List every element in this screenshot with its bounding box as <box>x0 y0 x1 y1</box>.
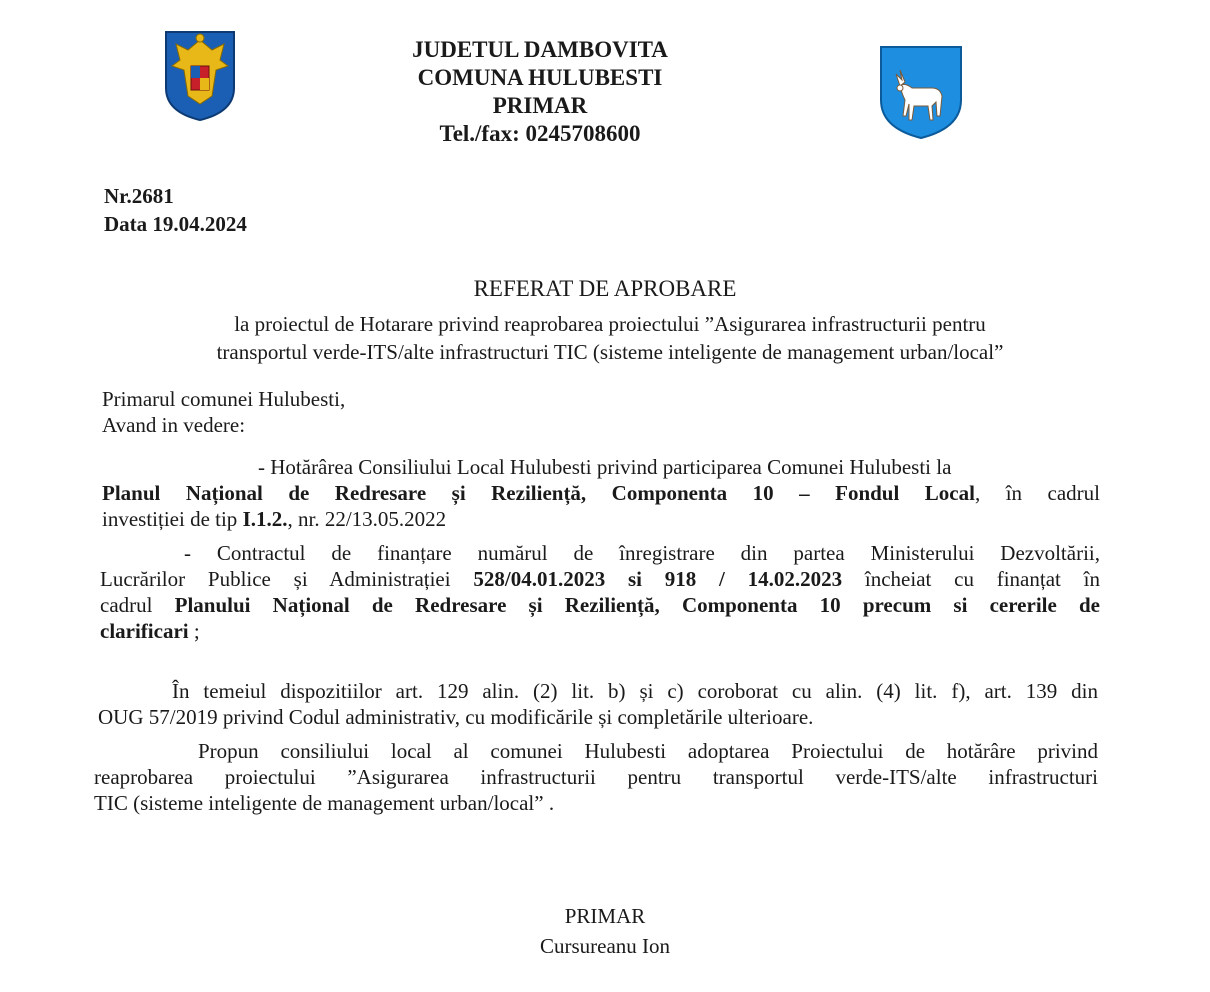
legal-basis-line1: În temeiul dispozitiilor art. 129 alin. (2) lit. b) și c) coroborat cu alin. (4) lit. f), art. 139 din <box>172 679 1098 703</box>
bold-text: Planului Național de Redresare și Reziliență, Componenta 10 precum si cererile de <box>174 593 1100 617</box>
subtitle-line: la proiectul de Hotarare privind reaprobarea proiectului ”Asigurarea infrastructurii pentru <box>234 312 986 336</box>
item2-line4 <box>100 618 200 644</box>
bold-text: I.1.2. <box>242 507 288 531</box>
office-name: PRIMAR <box>492 93 588 118</box>
text: ; <box>188 619 200 643</box>
text: investiției de tip <box>102 507 243 531</box>
legal-basis-line2: OUG 57/2019 privind Codul administrativ, cu modificările și completările ulterioare. <box>98 705 814 729</box>
text: , în cadrul <box>974 481 1100 505</box>
text: Lucrărilor Publice și Administrației <box>100 567 474 591</box>
signature-role: PRIMAR <box>564 904 646 928</box>
letterhead <box>330 36 750 148</box>
subtitle-line: transportul verde-ITS/alte infrastructuri TIC (sisteme inteligente de management urban/local” <box>216 340 1004 364</box>
registration-number: Nr.2681 <box>104 184 174 208</box>
document-title: REFERAT DE APROBARE <box>473 276 737 301</box>
romania-coat-of-arms-icon <box>162 26 238 122</box>
item1-line2 <box>102 480 1100 506</box>
item2-line3 <box>100 592 1100 618</box>
item1-line1: - Hotărârea Consiliului Local Hulubesti privind participarea Comunei Hulubesti la <box>258 455 952 479</box>
hulubesti-coat-of-arms-icon <box>878 44 964 140</box>
text: cadrul <box>100 593 175 617</box>
county-name: JUDETUL DAMBOVITA <box>412 37 668 62</box>
intro-line: Avand in vedere: <box>102 413 246 437</box>
proposal-line2: reaprobarea proiectului ”Asigurarea infrastructurii pentru transportul verde-ITS/alte infrastructuri <box>94 765 1098 789</box>
commune-name: COMUNA HULUBESTI <box>417 65 663 90</box>
proposal-line3: TIC (sisteme inteligente de management urban/local” . <box>94 791 555 815</box>
item2-line2 <box>100 566 1100 592</box>
bold-text: 528/04.01.2023 si 918 / 14.02.2023 <box>473 567 843 591</box>
intro-line: Primarul comunei Hulubesti, <box>102 387 346 411</box>
text: , nr. 22/13.05.2022 <box>287 507 447 531</box>
item1-line3 <box>102 506 446 532</box>
item2-line1: - Contractul de finanțare numărul de înregistrare din partea Ministerului Dezvoltării, <box>184 541 1100 565</box>
document-subtitle <box>130 310 1090 366</box>
phone-fax: Tel./fax: 0245708600 <box>439 121 641 146</box>
bold-text: Planul Național de Redresare și Reziliență, Componenta 10 – Fondul Local <box>102 481 975 505</box>
proposal-line1: Propun consiliului local al comunei Hulubesti adoptarea Proiectului de hotărâre privind <box>198 739 1098 763</box>
bold-text: clarificari <box>100 619 189 643</box>
document-date: Data 19.04.2024 <box>104 212 247 236</box>
text: încheiat cu finanțat în <box>842 567 1100 591</box>
reference-block <box>104 182 247 238</box>
signature-name: Cursureanu Ion <box>539 934 671 958</box>
